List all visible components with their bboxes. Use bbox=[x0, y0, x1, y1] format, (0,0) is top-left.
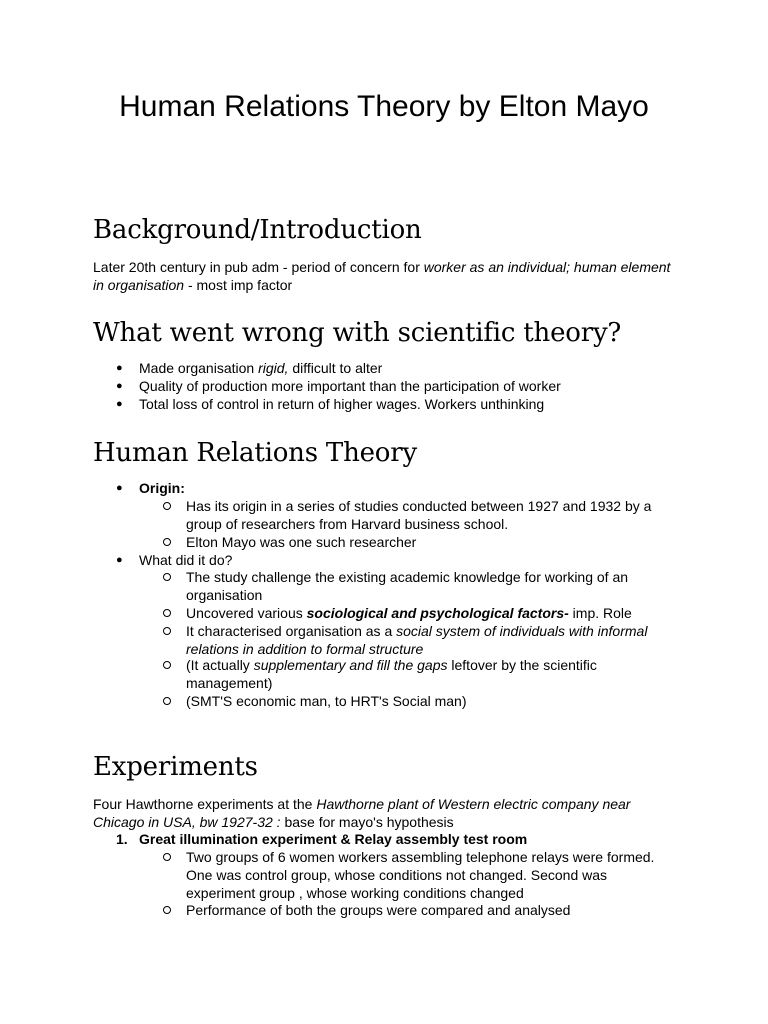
bullet-dot: ● bbox=[116, 482, 123, 494]
what-item-1b: organisation bbox=[186, 587, 263, 603]
hrt-heading: Human Relations Theory bbox=[93, 438, 417, 468]
what-item-2: Uncovered various sociological and psychological factors- imp. Role bbox=[186, 605, 632, 621]
what-item-4b: management) bbox=[186, 675, 273, 691]
experiment-sub-1c: experiment group , whose working conditions changed bbox=[186, 885, 524, 901]
sub-bullet-circle bbox=[163, 697, 171, 705]
what-item-1a: The study challenge the existing academic knowledge for working of an bbox=[186, 569, 629, 585]
what-item-5: (SMT'S economic man, to HRT's Social man) bbox=[186, 693, 467, 709]
sub-bullet-circle bbox=[163, 853, 171, 861]
what-item-3a: It characterised organisation as a social system of individuals with informal bbox=[186, 623, 648, 639]
wrong-heading: What went wrong with scientific theory? bbox=[93, 318, 622, 348]
experiment-sub-1b: One was control group, whose conditions not changed. Second was bbox=[186, 867, 608, 883]
wrong-bullet-3: Total loss of control in return of higher wages. Workers unthinking bbox=[139, 396, 545, 412]
bullet-dot: ● bbox=[116, 554, 123, 566]
page-title: Human Relations Theory by Elton Mayo bbox=[119, 90, 649, 123]
what-item-4a: (It actually supplementary and fill the gaps leftover by the scientific bbox=[186, 657, 597, 673]
origin-item-2: Elton Mayo was one such researcher bbox=[186, 534, 417, 550]
background-text: Later 20th century in pub adm - period of concern for bbox=[93, 259, 424, 275]
background-text-end: - most imp factor bbox=[184, 277, 293, 293]
sub-bullet-circle bbox=[163, 538, 171, 546]
sub-bullet-circle bbox=[163, 609, 171, 617]
bullet-dot: ● bbox=[116, 380, 123, 392]
background-italic: worker as an individual; human element in organisation bbox=[93, 259, 671, 293]
sub-bullet-circle bbox=[163, 573, 171, 581]
experiments-heading: Experiments bbox=[93, 752, 258, 782]
experiments-para-1: Four Hawthorne experiments at the Hawthorne plant of Western electric company near bbox=[93, 796, 631, 812]
list-number: 1. bbox=[116, 831, 128, 847]
experiment-item-1: Great illumination experiment & Relay assembly test room bbox=[139, 831, 528, 847]
origin-label: Origin: bbox=[139, 480, 185, 496]
bullet-dot: ● bbox=[116, 398, 123, 410]
experiment-sub-2: Performance of both the groups were compared and analysed bbox=[186, 902, 571, 918]
background-heading: Background/Introduction bbox=[93, 215, 422, 245]
origin-item-1a: Has its origin in a series of studies conducted between 1927 and 1932 by a bbox=[186, 498, 652, 514]
experiments-para-2: Chicago in USA, bw 1927-32 : base for mayo's hypothesis bbox=[93, 814, 454, 830]
what-label: What did it do? bbox=[139, 552, 233, 568]
sub-bullet-circle bbox=[163, 627, 171, 635]
experiment-sub-1a: Two groups of 6 women workers assembling telephone relays were formed. bbox=[186, 849, 655, 865]
sub-bullet-circle bbox=[163, 661, 171, 669]
bullet-dot: ● bbox=[116, 362, 123, 374]
sub-bullet-circle bbox=[163, 906, 171, 914]
sub-bullet-circle bbox=[163, 502, 171, 510]
wrong-bullet-1: Made organisation rigid, difficult to alter bbox=[139, 360, 383, 376]
what-item-3b: relations in addition to formal structure bbox=[186, 641, 424, 657]
wrong-bullet-2: Quality of production more important than the participation of worker bbox=[139, 378, 561, 394]
background-paragraph bbox=[93, 258, 673, 294]
origin-item-1b: group of researchers from Harvard business school. bbox=[186, 516, 509, 532]
